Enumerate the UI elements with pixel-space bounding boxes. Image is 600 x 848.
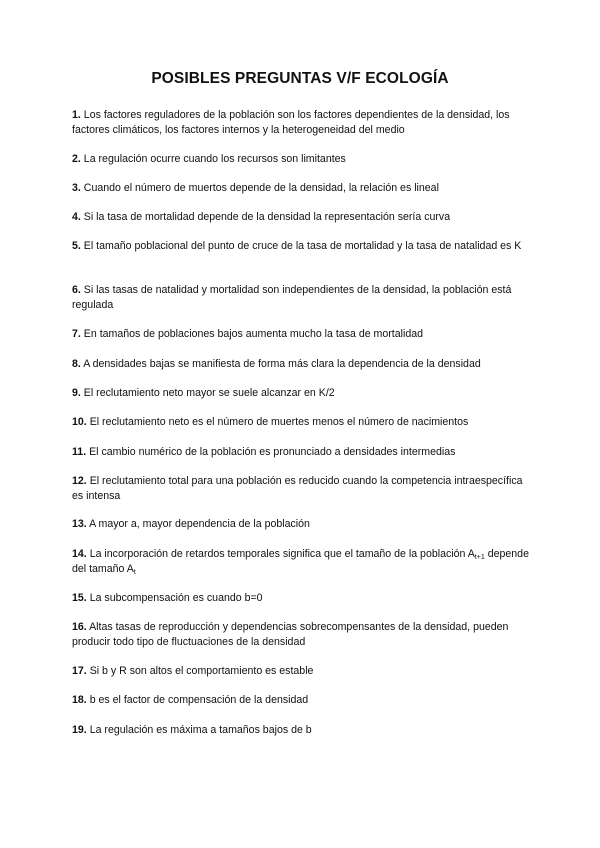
question-number: 3. [72,182,81,194]
question-number: 1. [72,109,81,121]
question-number: 15. [72,592,87,604]
question-text-part-a: La incorporación de retardos temporales significa que el tamaño de la población A [89,548,475,560]
question-text: El reclutamiento neto mayor se suele alcanzar en K/2 [83,387,335,399]
question-text: La subcompensación es cuando b=0 [89,592,263,604]
question-text: Si la tasa de mortalidad depende de la densidad la representación sería curva [83,211,451,223]
question-number: 2. [72,153,81,165]
question-text: La regulación es máxima a tamaños bajos de b [89,724,312,736]
question-text: Si b y R son altos el comportamiento es estable [89,665,314,677]
question-10 [72,415,532,430]
question-number: 17. [72,665,87,677]
question-number: 18. [72,694,87,706]
page-title: POSIBLES PREGUNTAS V/F ECOLOGÍA [151,70,449,87]
question-16 [72,620,532,650]
question-11 [72,445,532,460]
question-number: 5. [72,240,81,252]
subscript-t-plus-1: t+1 [474,554,485,561]
question-3 [72,181,532,196]
question-number: 10. [72,416,87,428]
question-text: b es el factor de compensación de la densidad [89,694,309,706]
question-7 [72,327,532,342]
question-17 [72,664,532,679]
question-18 [72,693,532,708]
question-text: En tamaños de poblaciones bajos aumenta mucho la tasa de mortalidad [83,328,424,340]
question-number: 9. [72,387,81,399]
question-text: El tamaño poblacional del punto de cruce de la tasa de mortalidad y la tasa de natalidad es K [83,240,522,252]
question-number: 19. [72,724,87,736]
question-number: 12. [72,475,87,487]
question-number: 4. [72,211,81,223]
question-text: A mayor a, mayor dependencia de la población [89,518,310,530]
question-number: 8. [72,358,81,370]
question-4 [72,210,532,225]
question-text: A densidades bajas se manifiesta de forma más clara la dependencia de la densidad [83,358,481,370]
question-text-part-b: depende del tamaño A [72,548,529,575]
question-text: La regulación ocurre cuando los recursos son limitantes [83,153,346,165]
question-1 [72,108,532,138]
question-number: 11. [72,446,87,458]
question-number: 16. [72,621,87,633]
question-13 [72,517,532,532]
question-15 [72,591,532,606]
question-text: El reclutamiento neto es el número de muertes menos el número de nacimientos [89,416,469,428]
question-8 [72,357,532,372]
question-text: Los factores reguladores de la población son los factores dependientes de la densidad, los factores climáticos, los factores internos y la heterogeneidad del medio [72,109,510,136]
question-number: 6. [72,284,81,296]
question-text: Cuando el número de muertos depende de la densidad, la relación es lineal [83,182,439,194]
question-9 [72,386,532,401]
question-text: Si las tasas de natalidad y mortalidad son independientes de la densidad, la población está regulada [72,284,512,311]
question-12 [72,474,532,504]
question-text: El cambio numérico de la población es pronunciado a densidades intermedias [89,446,456,458]
question-number: 14. [72,548,87,560]
question-2 [72,152,532,167]
question-14 [72,547,532,577]
question-number: 7. [72,328,81,340]
question-19 [72,723,532,738]
question-6 [72,283,532,313]
question-5 [72,239,532,254]
question-text: El reclutamiento total para una población es reducido cuando la competencia intraespecífica es intensa [72,475,523,502]
subscript-t: t [133,569,136,576]
question-number: 13. [72,518,87,530]
question-text: Altas tasas de reproducción y dependencias sobrecompensantes de la densidad, pueden producir todo tipo de fluctuaciones de la densidad [72,621,509,648]
